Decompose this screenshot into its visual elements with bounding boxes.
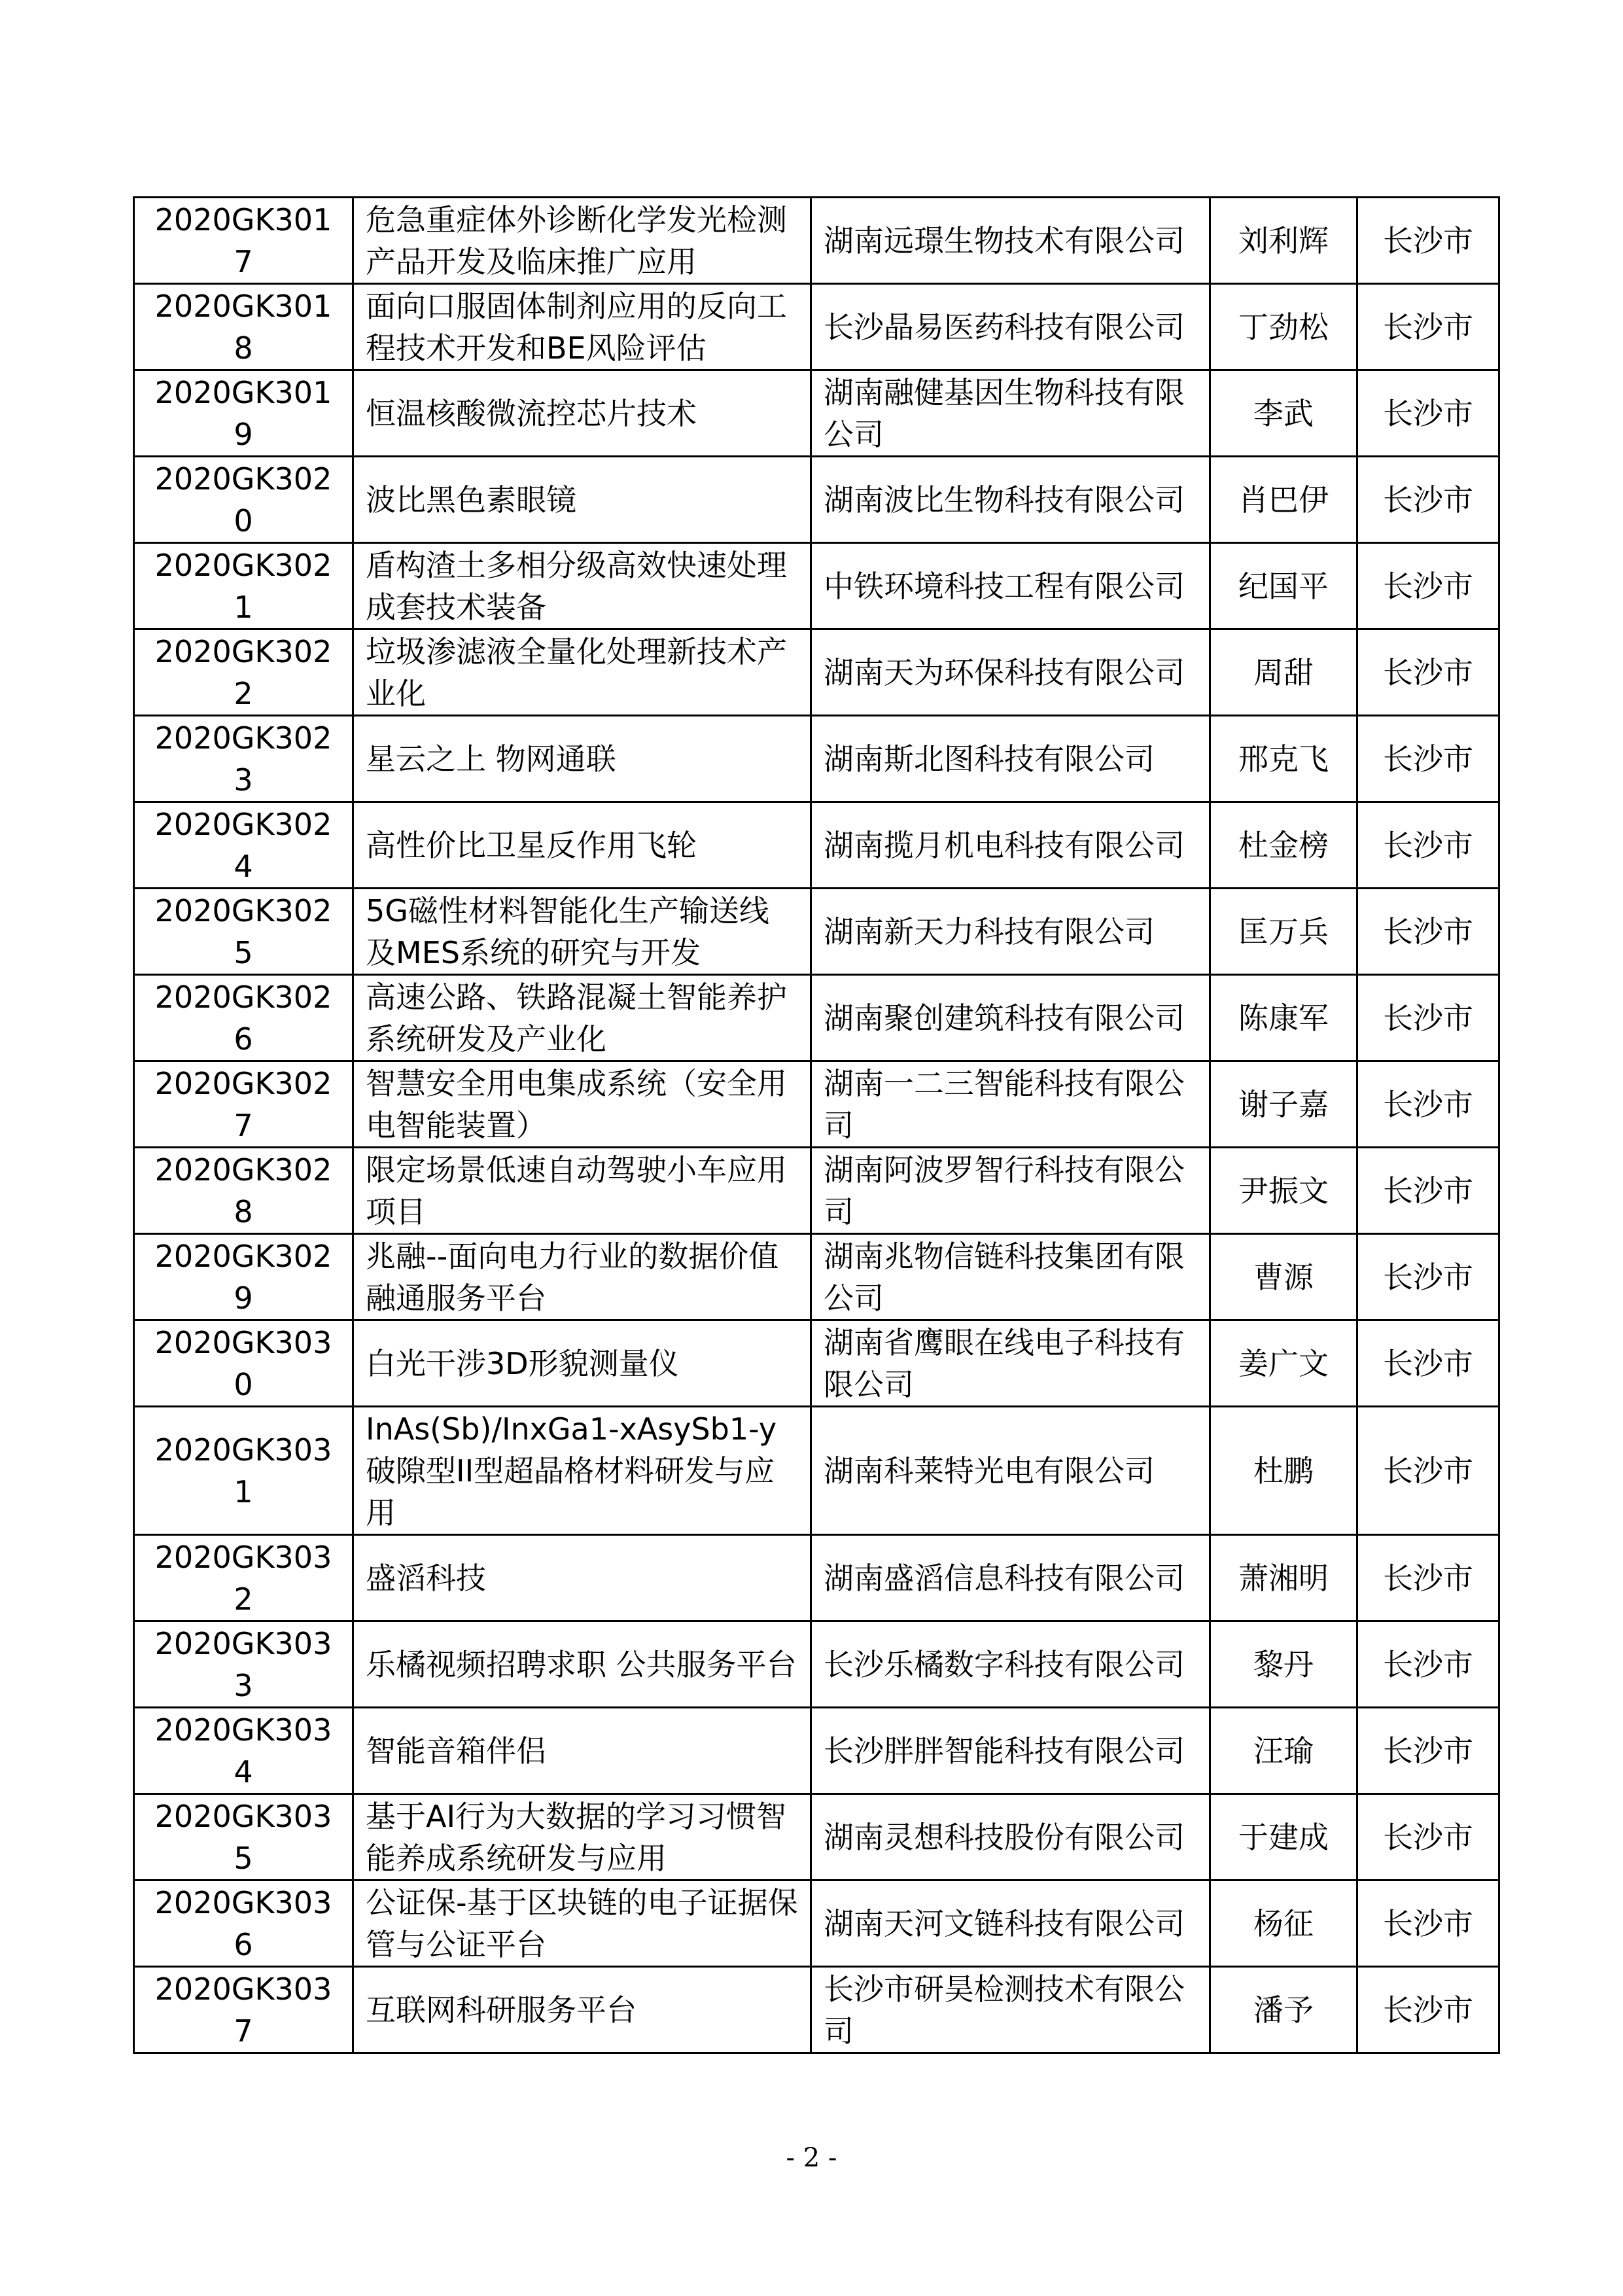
table-row (134, 802, 1499, 889)
leader-cell: 于建成 (1210, 1794, 1357, 1881)
table-row (134, 1621, 1499, 1708)
leader-cell: 汪瑜 (1210, 1708, 1357, 1794)
city-cell: 长沙市 (1357, 457, 1499, 543)
project-name-cell: 基于AI行为大数据的学习习惯智能养成系统研发与应用 (353, 1794, 811, 1881)
table-row (134, 1148, 1499, 1234)
organization-cell: 中铁环境科技工程有限公司 (811, 543, 1210, 629)
project-name-cell: 面向口服固体制剂应用的反向工程技术开发和BE风险评估 (353, 284, 811, 370)
table-row (134, 975, 1499, 1061)
project-code-cell: 2020GK3023 (134, 716, 353, 802)
city-cell: 长沙市 (1357, 1967, 1499, 2053)
project-name-cell: InAs(Sb)/InxGa1-xAsySb1-y破隙型II型超晶格材料研发与应用 (353, 1407, 811, 1535)
table-row (134, 284, 1499, 370)
table-row (134, 1881, 1499, 1967)
organization-cell: 湖南天为环保科技有限公司 (811, 629, 1210, 716)
city-cell: 长沙市 (1357, 543, 1499, 629)
organization-cell: 湖南聚创建筑科技有限公司 (811, 975, 1210, 1061)
table-row (134, 370, 1499, 457)
leader-cell: 陈康军 (1210, 975, 1357, 1061)
project-code-cell: 2020GK3036 (134, 1881, 353, 1967)
table-row (134, 889, 1499, 975)
project-code-cell: 2020GK3024 (134, 802, 353, 889)
project-name-cell: 波比黑色素眼镜 (353, 457, 811, 543)
city-cell: 长沙市 (1357, 1148, 1499, 1234)
organization-cell: 长沙乐橘数字科技有限公司 (811, 1621, 1210, 1708)
project-name-cell: 智慧安全用电集成系统（安全用电智能装置） (353, 1061, 811, 1148)
project-code-cell: 2020GK3019 (134, 370, 353, 457)
city-cell: 长沙市 (1357, 1234, 1499, 1320)
organization-cell: 长沙胖胖智能科技有限公司 (811, 1708, 1210, 1794)
table-row (134, 1234, 1499, 1320)
leader-cell: 丁劲松 (1210, 284, 1357, 370)
project-name-cell: 限定场景低速自动驾驶小车应用项目 (353, 1148, 811, 1234)
project-code-cell: 2020GK3020 (134, 457, 353, 543)
city-cell: 长沙市 (1357, 1881, 1499, 1967)
table-body (134, 198, 1499, 2053)
city-cell: 长沙市 (1357, 802, 1499, 889)
project-name-cell: 危急重症体外诊断化学发光检测产品开发及临床推广应用 (353, 198, 811, 284)
city-cell: 长沙市 (1357, 1708, 1499, 1794)
project-code-cell: 2020GK3026 (134, 975, 353, 1061)
organization-cell: 长沙晶易医药科技有限公司 (811, 284, 1210, 370)
leader-cell: 曹源 (1210, 1234, 1357, 1320)
project-code-cell: 2020GK3029 (134, 1234, 353, 1320)
project-name-cell: 恒温核酸微流控芯片技术 (353, 370, 811, 457)
project-code-cell: 2020GK3028 (134, 1148, 353, 1234)
project-code-cell: 2020GK3037 (134, 1967, 353, 2053)
city-cell: 长沙市 (1357, 370, 1499, 457)
leader-cell: 萧湘明 (1210, 1535, 1357, 1621)
project-name-cell: 垃圾渗滤液全量化处理新技术产业化 (353, 629, 811, 716)
project-name-cell: 兆融--面向电力行业的数据价值融通服务平台 (353, 1234, 811, 1320)
table-row (134, 457, 1499, 543)
city-cell: 长沙市 (1357, 629, 1499, 716)
organization-cell: 湖南波比生物科技有限公司 (811, 457, 1210, 543)
city-cell: 长沙市 (1357, 284, 1499, 370)
organization-cell: 湖南一二三智能科技有限公司 (811, 1061, 1210, 1148)
project-code-cell: 2020GK3017 (134, 198, 353, 284)
table-row (134, 1535, 1499, 1621)
project-name-cell: 白光干涉3D形貌测量仪 (353, 1320, 811, 1407)
city-cell: 长沙市 (1357, 1535, 1499, 1621)
project-code-cell: 2020GK3035 (134, 1794, 353, 1881)
project-code-cell: 2020GK3034 (134, 1708, 353, 1794)
organization-cell: 湖南揽月机电科技有限公司 (811, 802, 1210, 889)
organization-cell: 湖南斯北图科技有限公司 (811, 716, 1210, 802)
project-name-cell: 互联网科研服务平台 (353, 1967, 811, 2053)
city-cell: 长沙市 (1357, 1061, 1499, 1148)
leader-cell: 纪国平 (1210, 543, 1357, 629)
leader-cell: 刘利辉 (1210, 198, 1357, 284)
table-row (134, 1061, 1499, 1148)
city-cell: 长沙市 (1357, 889, 1499, 975)
city-cell: 长沙市 (1357, 1794, 1499, 1881)
project-name-cell: 乐橘视频招聘求职 公共服务平台 (353, 1621, 811, 1708)
project-name-cell: 星云之上 物网通联 (353, 716, 811, 802)
leader-cell: 黎丹 (1210, 1621, 1357, 1708)
table-row (134, 716, 1499, 802)
city-cell: 长沙市 (1357, 975, 1499, 1061)
organization-cell: 湖南天河文链科技有限公司 (811, 1881, 1210, 1967)
table-row (134, 1708, 1499, 1794)
city-cell: 长沙市 (1357, 716, 1499, 802)
leader-cell: 谢子嘉 (1210, 1061, 1357, 1148)
city-cell: 长沙市 (1357, 1407, 1499, 1535)
leader-cell: 肖巴伊 (1210, 457, 1357, 543)
leader-cell: 潘予 (1210, 1967, 1357, 2053)
project-code-cell: 2020GK3025 (134, 889, 353, 975)
project-name-cell: 高速公路、铁路混凝土智能养护系统研发及产业化 (353, 975, 811, 1061)
table-row (134, 629, 1499, 716)
table-row (134, 198, 1499, 284)
organization-cell: 湖南灵想科技股份有限公司 (811, 1794, 1210, 1881)
leader-cell: 杜金榜 (1210, 802, 1357, 889)
organization-cell: 长沙市研昊检测技术有限公司 (811, 1967, 1210, 2053)
page-number: - 2 - (786, 2143, 837, 2173)
project-name-cell: 公证保-基于区块链的电子证据保管与公证平台 (353, 1881, 811, 1967)
organization-cell: 湖南盛滔信息科技有限公司 (811, 1535, 1210, 1621)
project-code-cell: 2020GK3033 (134, 1621, 353, 1708)
table-row (134, 1967, 1499, 2053)
project-name-cell: 智能音箱伴侣 (353, 1708, 811, 1794)
city-cell: 长沙市 (1357, 1621, 1499, 1708)
leader-cell: 邢克飞 (1210, 716, 1357, 802)
project-table (133, 196, 1500, 2054)
project-code-cell: 2020GK3021 (134, 543, 353, 629)
organization-cell: 湖南新天力科技有限公司 (811, 889, 1210, 975)
leader-cell: 匡万兵 (1210, 889, 1357, 975)
organization-cell: 湖南省鹰眼在线电子科技有限公司 (811, 1320, 1210, 1407)
project-code-cell: 2020GK3027 (134, 1061, 353, 1148)
project-code-cell: 2020GK3030 (134, 1320, 353, 1407)
project-name-cell: 盛滔科技 (353, 1535, 811, 1621)
project-code-cell: 2020GK3022 (134, 629, 353, 716)
project-name-cell: 盾构渣土多相分级高效快速处理成套技术装备 (353, 543, 811, 629)
project-code-cell: 2020GK3032 (134, 1535, 353, 1621)
leader-cell: 周甜 (1210, 629, 1357, 716)
table-row (134, 543, 1499, 629)
city-cell: 长沙市 (1357, 1320, 1499, 1407)
organization-cell: 湖南融健基因生物科技有限公司 (811, 370, 1210, 457)
leader-cell: 李武 (1210, 370, 1357, 457)
leader-cell: 姜广文 (1210, 1320, 1357, 1407)
project-name-cell: 5G磁性材料智能化生产输送线及MES系统的研究与开发 (353, 889, 811, 975)
leader-cell: 尹振文 (1210, 1148, 1357, 1234)
city-cell: 长沙市 (1357, 198, 1499, 284)
table-row (134, 1407, 1499, 1535)
table-row (134, 1320, 1499, 1407)
organization-cell: 湖南兆物信链科技集团有限公司 (811, 1234, 1210, 1320)
leader-cell: 杨征 (1210, 1881, 1357, 1967)
organization-cell: 湖南远璟生物技术有限公司 (811, 198, 1210, 284)
leader-cell: 杜鹏 (1210, 1407, 1357, 1535)
organization-cell: 湖南阿波罗智行科技有限公司 (811, 1148, 1210, 1234)
project-code-cell: 2020GK3031 (134, 1407, 353, 1535)
project-name-cell: 高性价比卫星反作用飞轮 (353, 802, 811, 889)
organization-cell: 湖南科莱特光电有限公司 (811, 1407, 1210, 1535)
table-row (134, 1794, 1499, 1881)
project-code-cell: 2020GK3018 (134, 284, 353, 370)
